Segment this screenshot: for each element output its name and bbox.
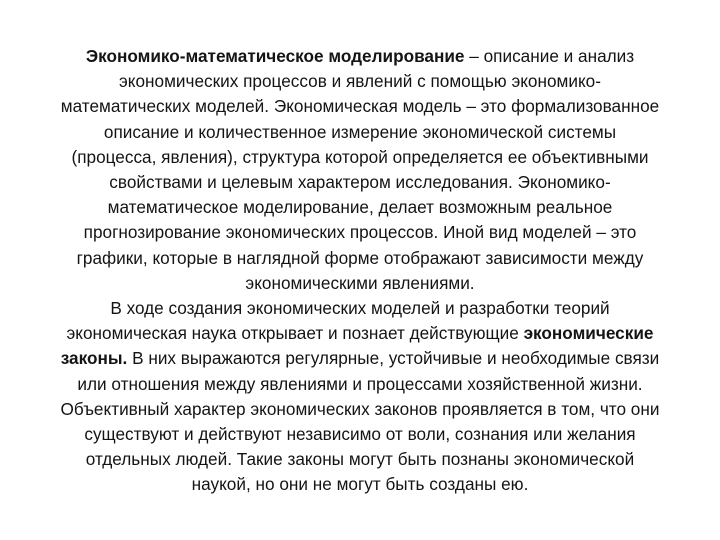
- text-run: В них выражаются регулярные, устойчивые и необходимые связи: [127, 348, 660, 369]
- text-line: [4, 44, 716, 69]
- text-line: наукой, но они не могут быть созданы ею.: [191, 474, 529, 495]
- text-line: экономическими явлениями.: [245, 272, 475, 293]
- term-bold: Экономико-математическое моделирование: [85, 46, 465, 66]
- text-line: математических моделей. Экономическая модель – это формализованное: [60, 96, 660, 117]
- text-run: – описание и анализ: [464, 46, 635, 66]
- text-line: существуют и действуют независимо от воли, сознания или желания: [84, 424, 636, 445]
- text-line: В ходе создания экономических моделей и разработки теорий: [110, 298, 610, 319]
- text-line: описание и количественное измерение экономической системы: [103, 121, 617, 142]
- body-text: [4, 44, 716, 498]
- text-line: (процесса, явления), структура которой определяется ее объективными: [71, 146, 649, 167]
- text-line: [4, 346, 716, 371]
- text-run: экономическая наука открывает и познает действующие: [66, 323, 524, 344]
- term-bold: законы.: [60, 348, 128, 369]
- text-line: графики, которые в наглядной форме отображают зависимости между: [76, 247, 644, 268]
- text-line: или отношения между явлениями и процессами хозяйственной жизни.: [77, 373, 643, 394]
- text-line: отдельных людей. Такие законы могут быть познаны экономической: [85, 449, 635, 470]
- text-line: свойствами и целевым характером исследования. Экономико-: [109, 172, 611, 193]
- text-line: экономических процессов и явлений с помощью экономико-: [119, 71, 601, 92]
- text-line: прогнозирование экономических процессов. Иной вид моделей – это: [83, 222, 637, 243]
- term-bold: экономические: [523, 323, 654, 344]
- text-line: [4, 321, 716, 346]
- text-line: Объективный характер экономических законов проявляется в том, что они: [60, 398, 660, 419]
- text-line: математическое моделирование, делает возможным реальное: [107, 197, 613, 218]
